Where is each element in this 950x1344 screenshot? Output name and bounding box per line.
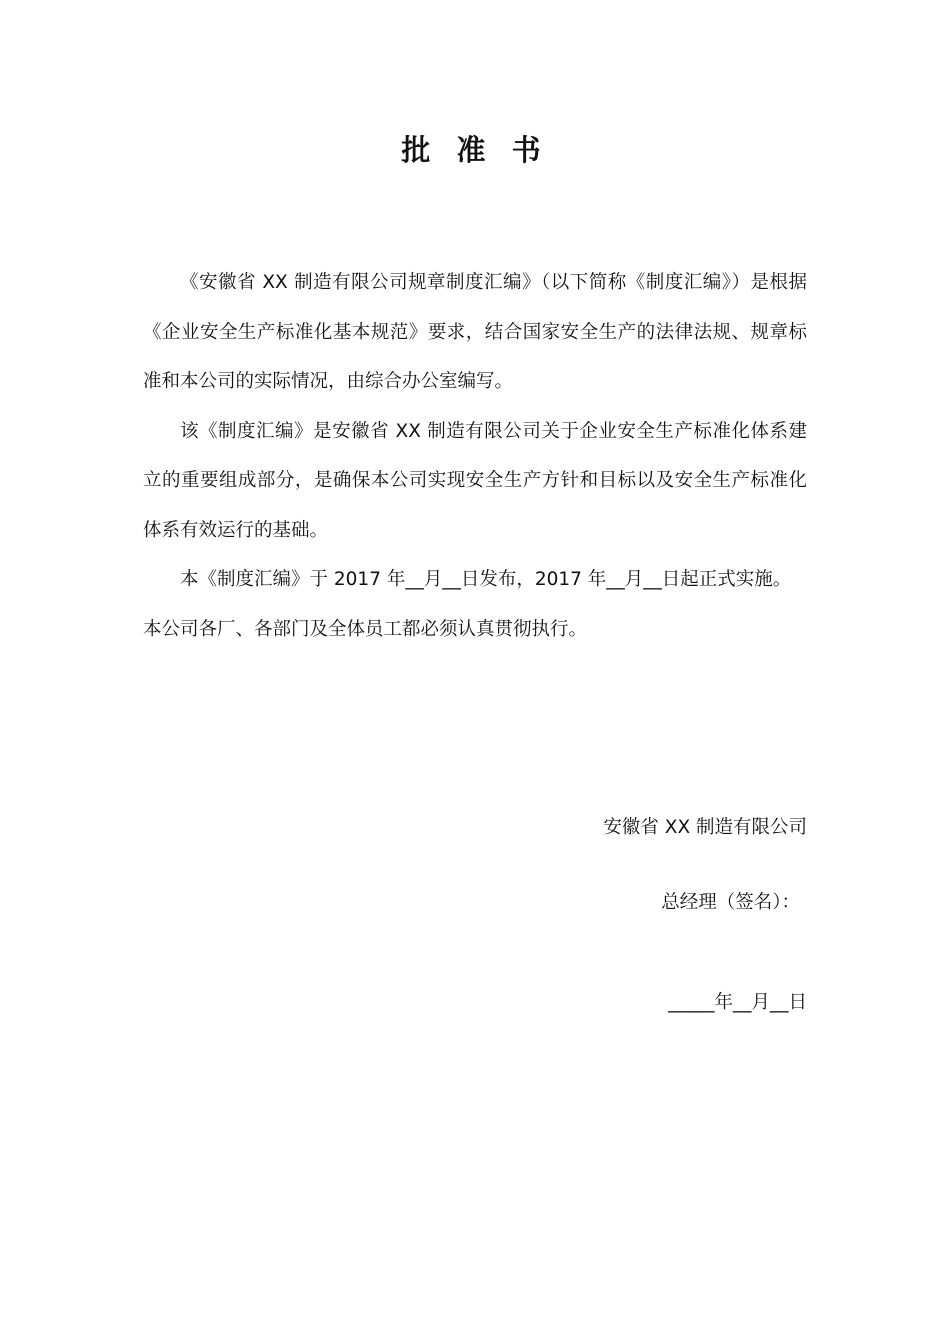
document-title: 批 准 书 xyxy=(401,133,549,167)
paragraph-effective-date: 本《制度汇编》于 2017 年__月__日发布，2017 年__月__日起正式实施。 xyxy=(180,569,792,590)
paragraph-intro: 《安徽省 XX 制造有限公司规章制度汇编》（以下简称《制度汇编》）是根据《企业安全生产标准化基本规范》要求，结合国家安全生产的法律法规、规章标准和本公司的实际情况，由综合办公室编写。 xyxy=(143,272,807,392)
document-body xyxy=(143,258,807,654)
paragraph-purpose: 该《制度汇编》是安徽省 XX 制造有限公司关于企业安全生产标准化体系建立的重要组成部分，是确保本公司实现安全生产方针和目标以及安全生产标准化体系有效运行的基础。 xyxy=(143,420,807,541)
signature-date-line: _____年__月__日 xyxy=(668,992,807,1013)
signature-manager-label: 总经理（签名）： xyxy=(661,892,800,913)
paragraph-compliance: 本公司各厂、各部门及全体员工都必须认真贯彻执行。 xyxy=(143,618,588,640)
signature-company: 安徽省 XX 制造有限公司 xyxy=(603,817,807,838)
